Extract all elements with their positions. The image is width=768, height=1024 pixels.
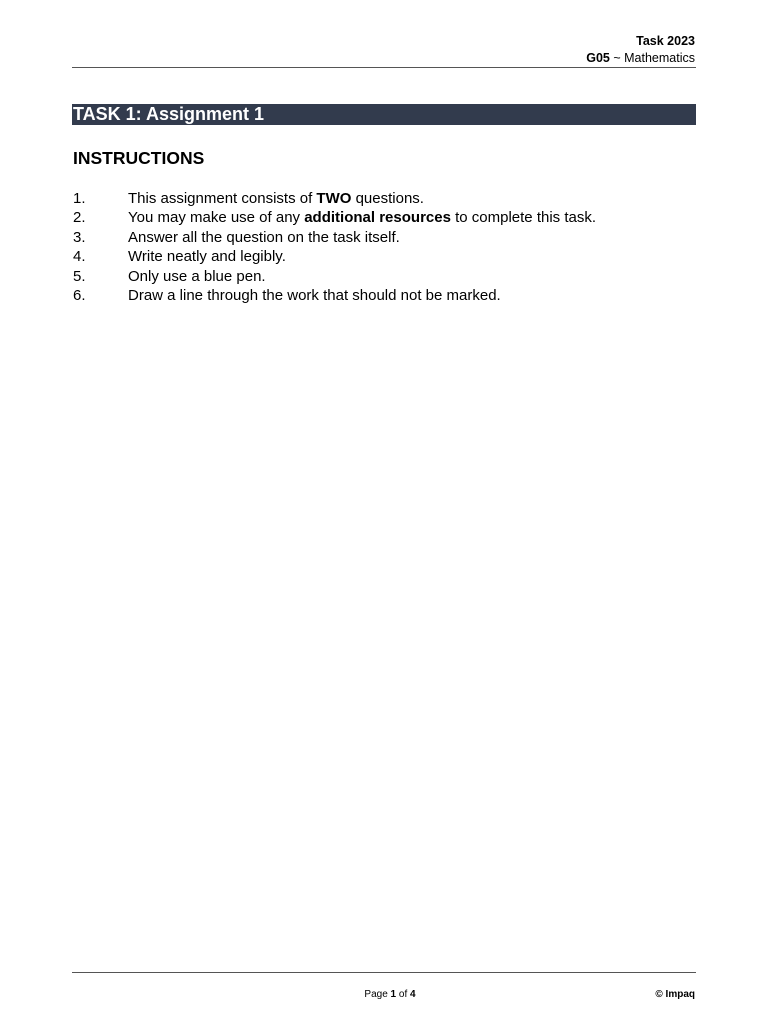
instruction-text [128,208,596,227]
instruction-text-part: questions. [351,190,424,207]
total-pages: 4 [410,989,416,1000]
page-prefix: Page [364,989,391,1000]
instruction-text-part: to complete this task. [450,209,597,227]
instruction-text-part: This assignment consists of [128,190,317,207]
instruction-number: 4. [73,248,86,266]
instruction-emphasis: additional resources [304,209,451,227]
instruction-emphasis: TWO [316,190,352,207]
instruction-number: 6. [73,286,86,304]
instruction-text: Write neatly and legibly. [128,248,286,266]
page-of: of [396,989,411,1000]
task-title-bar: TASK 1: Assignment 1 [72,104,696,125]
instruction-text [128,189,424,208]
header-separator: ~ [609,51,625,65]
current-page: 1 [390,989,397,1000]
instruction-text: Answer all the question on the task itself. [128,228,400,246]
instruction-number: 3. [73,228,86,246]
grade-subject-line [586,50,695,67]
copyright-label: © Impaq [655,989,695,1000]
instruction-text-part: You may make use of any [128,209,305,227]
instruction-text: Draw a line through the work that should not be marked. [128,286,501,304]
instruction-number: 2. [73,209,86,227]
page-number [0,989,768,1000]
task-label: Task 2023 [636,34,695,48]
instruction-number: 1. [73,190,86,207]
footer-divider [72,972,696,973]
instructions-heading: INSTRUCTIONS [73,148,205,168]
subject-label: Mathematics [624,51,695,65]
header-divider [72,67,696,68]
page-header [586,33,695,67]
grade-label: G05 [586,51,610,65]
instruction-number: 5. [73,267,86,285]
instruction-text: Only use a blue pen. [128,267,266,285]
